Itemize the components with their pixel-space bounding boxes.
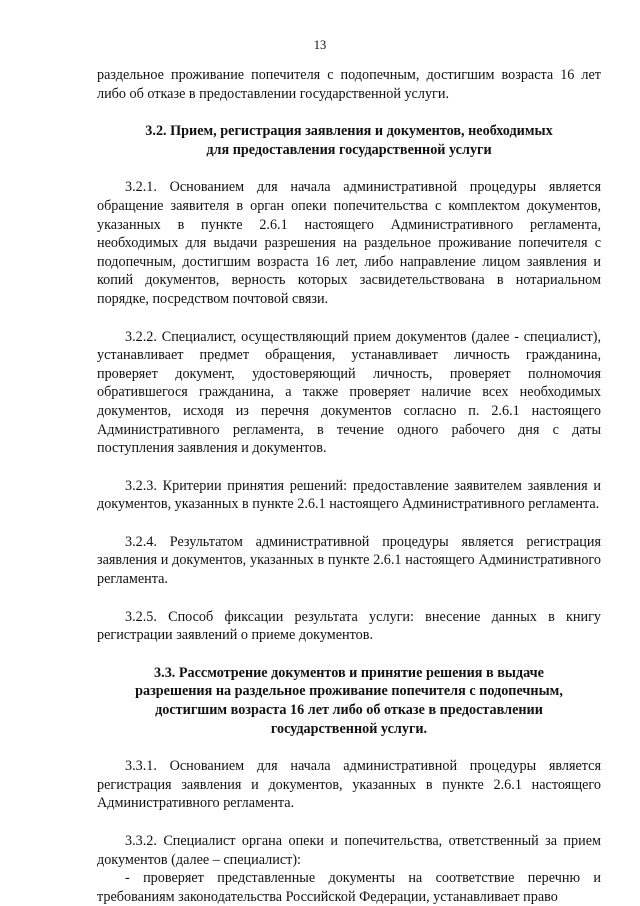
section-3-3-heading-line1: 3.3. Рассмотрение документов и принятие решения в выдаче (154, 664, 544, 681)
section-3-2-heading (97, 122, 601, 159)
paragraph-3-3-2: 3.3.2. Специалист органа опеки и попечительства, ответственный за прием документов (далее – специалист): (97, 833, 601, 868)
page-number: 13 (313, 38, 327, 52)
document-body (97, 66, 601, 906)
paragraph-3-2-5: 3.2.5. Способ фиксации результата услуги: внесение данных в книгу регистрации заявлений о приеме документов. (97, 608, 601, 644)
section-3-2-heading-line1: 3.2. Прием, регистрация заявления и документов, необходимых (145, 123, 553, 140)
paragraph-3-2-4: 3.2.4. Результатом административной процедуры является регистрация заявления и документов, указанных в пункте 2.6.1 настоящего Административного регламента. (97, 533, 601, 588)
paragraph-3-2-1: 3.2.1. Основанием для начала административной процедуры является обращение заявителя в орган опеки попечительства с комплектом документов, указанных в пункте 2.6.1 настоящего Административного регламента, необходимых для выдачи разрешения на раздельное проживание попечителя с подопечным, достигшим возраста 16 лет, либо направление лицом заявления и копий документов, верность которых засвидетельствована в нотариальном порядке, посредством почтовой связи. (97, 179, 601, 307)
section-3-3-heading (97, 664, 601, 738)
section-3-3-heading-line3: достигшим возраста 16 лет либо об отказе в предоставлении (155, 702, 543, 719)
paragraph-3-3-2-item: - проверяет представленные документы на соответствие перечню и требованиям законодательства Российской Федерации, устанавливает право (97, 870, 601, 905)
paragraph-3-3-1: 3.3.1. Основанием для начала административной процедуры является регистрация заявления и документов, указанных в пункте 2.6.1 настоящего Административного регламента. (97, 758, 601, 812)
section-3-3-heading-line2: разрешения на раздельное проживание попечителя с подопечным, (135, 683, 563, 700)
intro-paragraph: раздельное проживание попечителя с подопечным, достигшим возраста 16 лет либо об отказе в предоставлении государственной услуги. (97, 67, 601, 102)
section-3-2-heading-line2: для предоставления государственной услуги (206, 141, 492, 158)
paragraph-3-2-3: 3.2.3. Критерии принятия решений: предоставление заявителем заявления и документов, указанных в пункте 2.6.1 настоящего Административного регламента. (97, 477, 601, 513)
section-3-3-heading-line4: государственной услуги. (270, 720, 428, 737)
paragraph-3-2-2: 3.2.2. Специалист, осуществляющий прием документов (далее - специалист), устанавливает предмет обращения, устанавливает личность гражданина, проверяет документ, удостоверяющий личность, проверяет полномочия обратившегося гражданина, а также проверяет наличие всех необходимых документов, исходя из перечня документов согласно п. 2.6.1 настоящего Административного регламента, в течение одного рабочего дня с даты поступления заявления и документов. (97, 328, 601, 457)
